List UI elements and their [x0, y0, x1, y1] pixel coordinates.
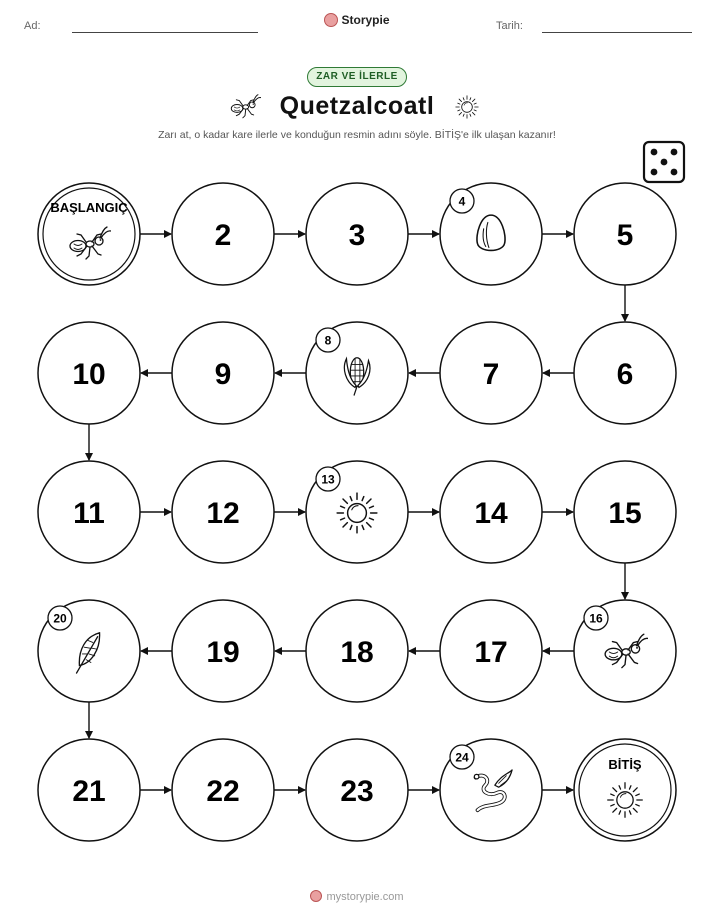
square-number: 4: [458, 194, 466, 209]
square-number: 22: [206, 775, 240, 808]
dice-pip: [671, 169, 678, 176]
board-square-15[interactable]: [574, 461, 676, 563]
board-square-4[interactable]: [440, 183, 542, 285]
board-square-23[interactable]: [306, 739, 408, 841]
page-title: Quetzalcoatl: [279, 92, 435, 120]
board-square-21[interactable]: [38, 739, 140, 841]
ant-icon: [231, 95, 261, 118]
storypie-logo-icon: [310, 890, 322, 902]
finish-label: BİTİŞ: [608, 757, 642, 772]
board-square-22[interactable]: [172, 739, 274, 841]
instructions: Zarı at, o kadar kare ilerle ve konduğun resmin adını söyle. BİTİŞ'e ilk ulaşan kazanır!: [158, 129, 556, 141]
square-number: 12: [206, 497, 240, 530]
square-number: 16: [589, 611, 603, 626]
footer: [0, 890, 714, 903]
square-number: 2: [214, 219, 232, 252]
board-square-3[interactable]: [306, 183, 408, 285]
board-square-12[interactable]: [172, 461, 274, 563]
start-label: BAŞLANGIÇ: [50, 200, 128, 215]
square-number: 6: [616, 358, 634, 391]
square-number: 21: [72, 775, 106, 808]
board-square-14[interactable]: [440, 461, 542, 563]
sun-icon: [456, 96, 478, 118]
board-square-18[interactable]: [306, 600, 408, 702]
dice-pip: [651, 169, 658, 176]
board-square-13[interactable]: [306, 461, 408, 563]
square-number: 17: [474, 636, 508, 669]
board-square-17[interactable]: [440, 600, 542, 702]
square-number: 9: [214, 358, 232, 391]
board-square-6[interactable]: [574, 322, 676, 424]
board-square-10[interactable]: [38, 322, 140, 424]
square-number: 7: [482, 358, 500, 391]
board-square-8[interactable]: [306, 322, 408, 424]
name-label: Ad:: [24, 20, 41, 32]
date-label: Tarih:: [496, 20, 523, 32]
square-number: 11: [73, 497, 105, 530]
square-number: 20: [53, 611, 67, 626]
board-square-19[interactable]: [172, 600, 274, 702]
game-type-badge: ZAR VE İLERLE: [307, 67, 407, 87]
dice-pip: [661, 159, 668, 166]
board-square-25[interactable]: [574, 739, 676, 841]
square-number: 18: [340, 636, 374, 669]
dice-icon: [644, 142, 684, 182]
square-number: 24: [455, 750, 469, 765]
square-number: 10: [72, 358, 106, 391]
footer-url: mystorypie.com: [326, 891, 404, 903]
board-square-7[interactable]: [440, 322, 542, 424]
square-number: 5: [616, 219, 634, 252]
square-number: 15: [608, 497, 642, 530]
board-square-1[interactable]: [38, 183, 140, 285]
board-square-16[interactable]: [574, 600, 676, 702]
dice-pip: [671, 149, 678, 156]
board-square-11[interactable]: [38, 461, 140, 563]
square-number: 14: [474, 497, 508, 530]
square-number: 8: [324, 333, 332, 348]
board-square-20[interactable]: [38, 600, 140, 702]
board-square-9[interactable]: [172, 322, 274, 424]
dice-pip: [651, 149, 658, 156]
board-square-2[interactable]: [172, 183, 274, 285]
square-number: 23: [340, 775, 374, 808]
board-square-24[interactable]: [440, 739, 542, 841]
brand-name: Storypie: [341, 13, 390, 27]
square-number: 3: [348, 219, 366, 252]
square-number: 19: [206, 636, 240, 669]
square-number: 13: [321, 472, 335, 487]
board-square-5[interactable]: [574, 183, 676, 285]
